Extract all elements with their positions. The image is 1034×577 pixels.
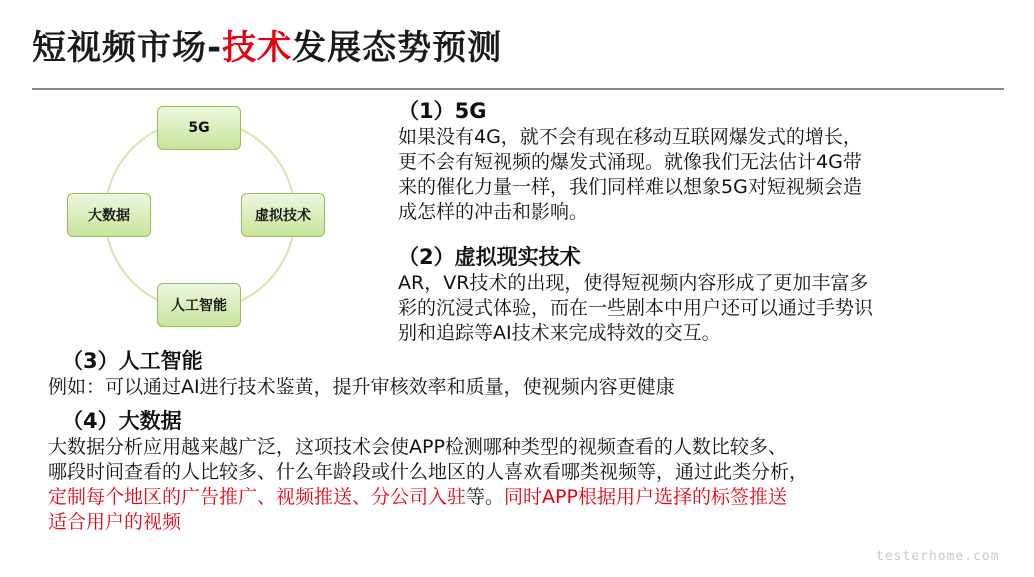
section-5g bbox=[398, 98, 862, 225]
section-bigdata-line: 适合用户的视频 bbox=[48, 511, 182, 533]
section-bigdata-heading: （4）大数据 bbox=[62, 409, 182, 433]
node-virtual-tech: 虚拟技术 bbox=[241, 193, 325, 237]
section-5g-line: 来的催化力量一样，我们同样难以想象5G对短视频会造 bbox=[398, 176, 862, 198]
section-bigdata-line: 大数据分析应用越来越广泛，这项技术会使APP检测哪种类型的视频查看的人数比较多、 bbox=[48, 436, 787, 458]
section-5g-line: 如果没有4G，就不会有现在移动互联网爆发式的增长， bbox=[398, 126, 862, 148]
section-vr bbox=[398, 244, 873, 346]
section-vr-line: 别和追踪等AI技术来完成特效的交互。 bbox=[398, 322, 721, 344]
title-accent: 技术 bbox=[222, 28, 293, 68]
section-ai-heading: （3）人工智能 bbox=[62, 349, 203, 373]
title-divider bbox=[32, 88, 1004, 90]
section-bigdata-line bbox=[48, 485, 808, 510]
section-5g-line: 成怎样的冲击和影响。 bbox=[398, 201, 589, 223]
section-ai bbox=[48, 348, 675, 400]
highlight-text: 同时APP根据用户选择的标签推送 bbox=[504, 486, 787, 508]
section-bigdata-line: 哪段时间查看的人比较多、什么年龄段或什么地区的人喜欢看哪类视频等，通过此类分析， bbox=[48, 461, 809, 483]
plain-text: 等。 bbox=[466, 486, 505, 508]
title-rest: 发展态势预测 bbox=[292, 28, 503, 68]
node-big-data: 大数据 bbox=[67, 193, 151, 237]
section-vr-heading: （2）虚拟现实技术 bbox=[398, 245, 581, 269]
slide-title bbox=[32, 20, 502, 69]
section-vr-line: 彩的沉浸式体验，而在一些剧本中用户还可以通过手势识 bbox=[398, 297, 874, 319]
node-ai: 人工智能 bbox=[157, 283, 241, 327]
section-ai-line: 例如：可以通过AI进行技术鉴黄，提升审核效率和质量，使视频内容更健康 bbox=[48, 376, 675, 398]
section-bigdata bbox=[48, 408, 808, 535]
title-main: 短视频市场- bbox=[32, 28, 223, 68]
node-5g: 5G bbox=[157, 106, 241, 150]
section-vr-line: AR，VR技术的出现，使得短视频内容形成了更加丰富多 bbox=[398, 272, 869, 294]
section-5g-heading: （1）5G bbox=[398, 99, 487, 123]
section-5g-line: 更不会有短视频的爆发式涌现。就像我们无法估计4G带 bbox=[398, 151, 862, 173]
highlight-text: 定制每个地区的广告推广、视频推送、分公司入驻 bbox=[48, 486, 467, 508]
watermark: testerhome.com bbox=[876, 549, 1000, 564]
tech-cycle-diagram bbox=[60, 100, 350, 340]
